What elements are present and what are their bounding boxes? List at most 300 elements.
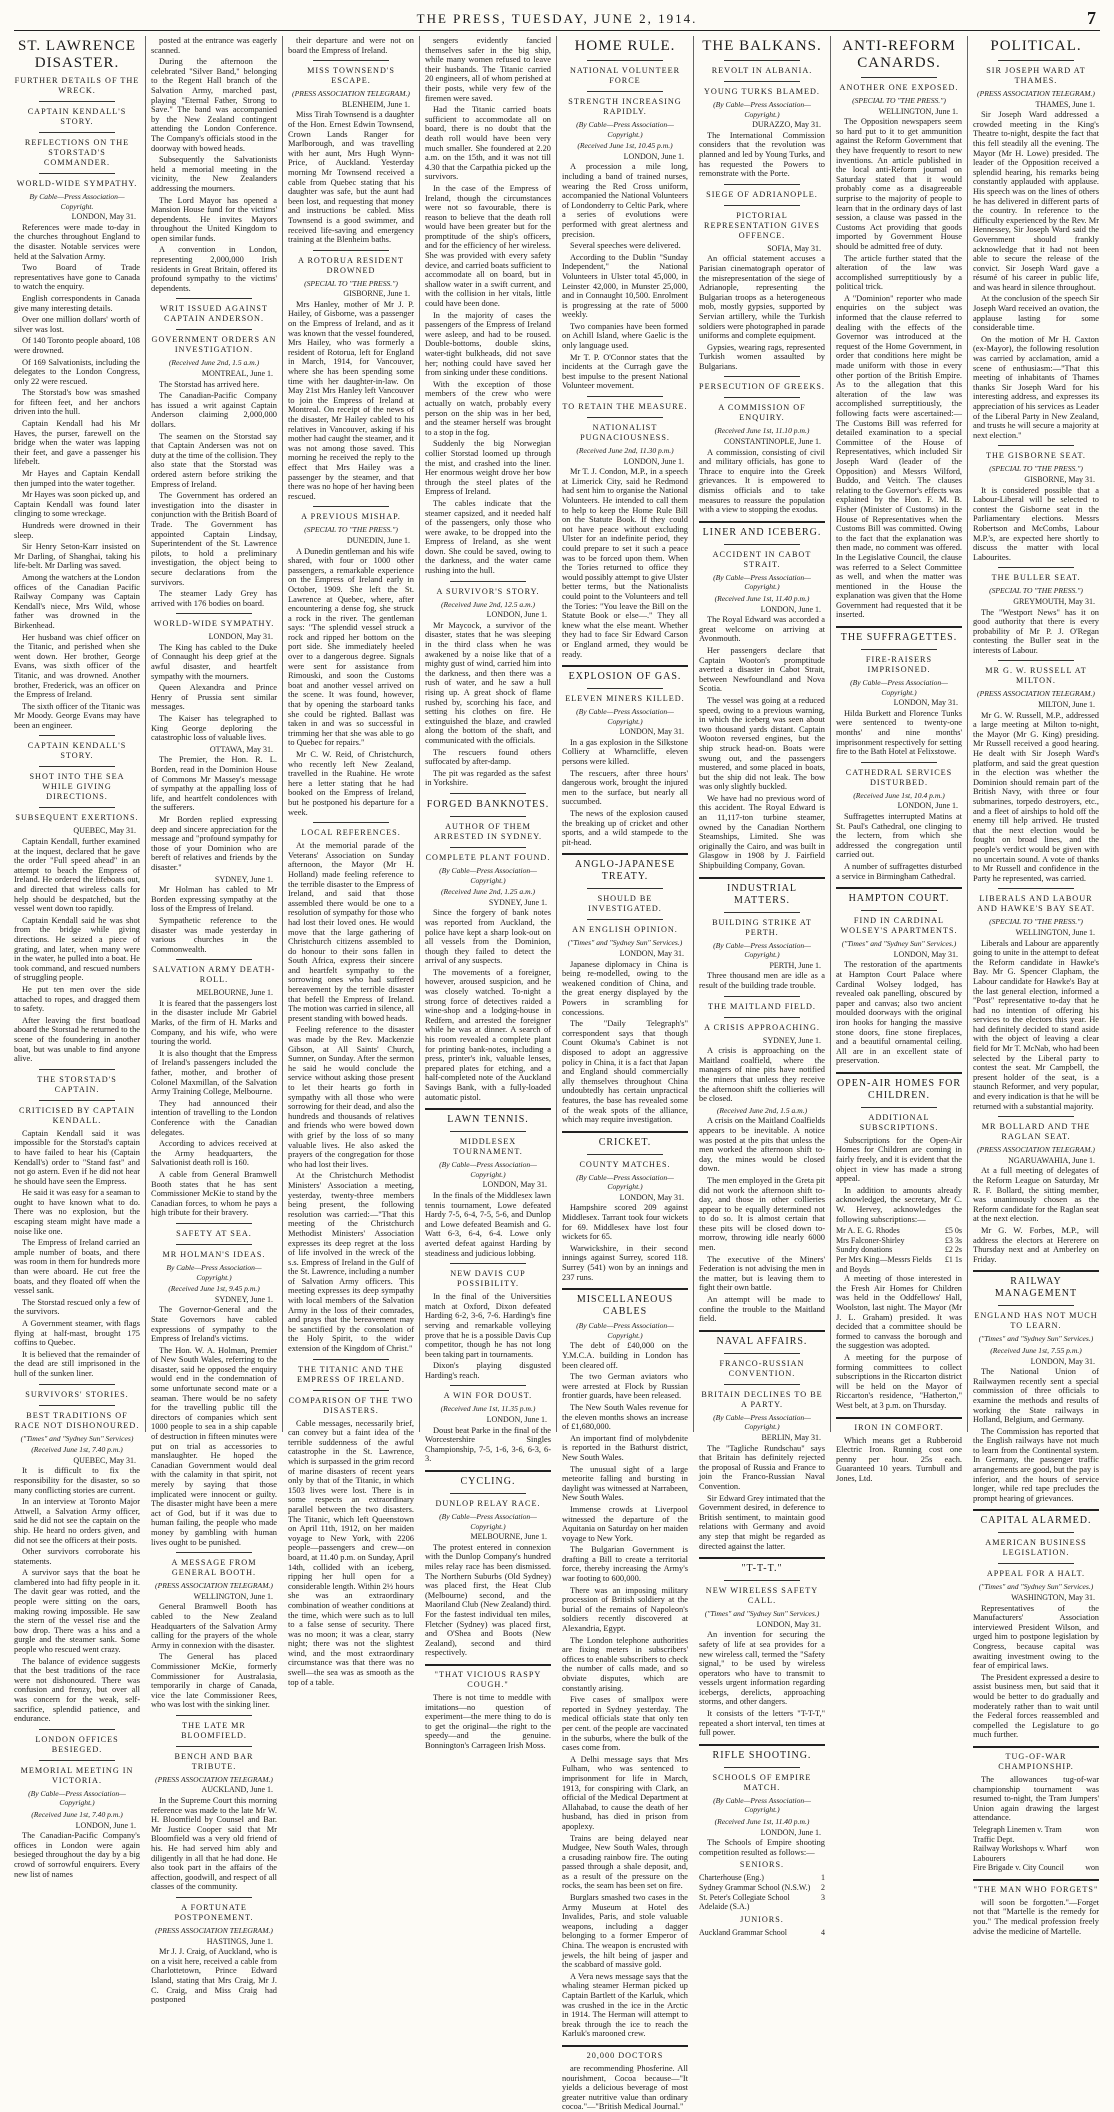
dateline: LONDON, June 1. — [75, 1820, 136, 1830]
subheading: NATIONALIST PUGNACIOUSNESS. — [580, 423, 670, 443]
short-rule — [861, 762, 937, 763]
short-rule — [39, 1729, 115, 1730]
paragraph: The "Tagliche Rundschau" says that Britain has definitely rejected the proposal of Russia and France to join the Franco-Russian Naval Convention. — [699, 1443, 825, 1491]
press-credit: (By Cable—Press Association—Copyright.) — [28, 1788, 126, 1808]
paragraph: Captain Kendall said it was impossible for the Storstad's captain to have failed to hear his (Captain Kendall's) order to "Stand fast" and not go astern. Even if he did not hear he should have seen the Empress. — [14, 1128, 140, 1186]
dateline: SYDNEY, June 1. — [762, 1035, 821, 1045]
press-credit: (By Cable—Press Association—Copyright.) — [576, 707, 674, 726]
short-rule — [39, 1384, 115, 1385]
paragraph: A number of suffragettes disturbed a service in Birmingham Cathedral. — [836, 861, 962, 881]
subheading: REVOLT IN ALBANIA. — [711, 66, 813, 75]
paragraph: The National Union of Railwaymen recently sent a special commission of three officials to examine the methods and results of working the State railways in Holland, Belgium, and Germany. — [973, 1367, 1099, 1425]
press-credit: (Received June 2nd, 1.25 a.m.) — [440, 887, 536, 897]
press-credit: (By Cable—Press Association—Copyright.) — [713, 1412, 811, 1432]
list-item-value: 3 — [821, 1892, 825, 1902]
paragraph: Hundreds were drowned in their sleep. — [14, 521, 140, 540]
dateline: LONDON, June 1. — [760, 1827, 821, 1837]
column-3 — [282, 36, 419, 1687]
section-heading: LINER AND ICEBERG. — [702, 526, 822, 538]
paragraph: The Government has ordered an investigation into the disaster in conjunction with the British Board of Trade. The Government has appointed Captain Lindsay, Superintendent of the St. Lawrence pilots, to hold a preliminary investigation, the object being to secure declarations from the survivors. — [151, 491, 277, 587]
dateline: LONDON, May 31. — [756, 1619, 821, 1629]
dateline: LONDON, May 31. — [1030, 1356, 1095, 1366]
subheading: ADDITIONAL SUBSCRIPTIONS. — [859, 1112, 939, 1132]
short-rule — [724, 376, 800, 377]
press-credit: (PRESS ASSOCIATION TELEGRAM.) — [292, 89, 410, 99]
dateline: SYDNEY, June 1. — [214, 874, 273, 884]
press-credit: (SPECIAL TO "THE PRESS.") — [989, 917, 1083, 927]
short-rule — [587, 417, 663, 418]
paragraph: The Lord Mayor has opened a Mansion House fund for the victims' dependents. He invites Mayors throughout the United Kingdom to open similar funds. — [151, 195, 277, 243]
short-rule — [39, 1100, 115, 1101]
paragraph: Subsequently the Salvationists held a memorial meeting in the vicinity, the New Zealanders addressing the mourners. — [151, 155, 277, 193]
subheading: WORLD-WIDE SYMPATHY. — [16, 179, 138, 188]
paragraph: In a gas explosion in the Silkstone Colliery at Wharncliffe, eleven persons were killed. — [562, 737, 688, 767]
short-rule — [587, 919, 663, 920]
section-heading: INDUSTRIAL MATTERS. — [727, 882, 797, 906]
list-item-label: Sundry donations — [836, 1245, 893, 1255]
dateline: LONDON, May 31. — [893, 698, 958, 708]
paragraph: The "Daily Telegraph's" correspondent says that though Count Okuma's Cabinet is not disposed to adopt an aggressive policy in China, it is a fact that Japan and England should commercially ally themselves throughout China undoubtedly has certain unpractical features, the base has revealed some of the weak spots of the alliance, which may require investigation. — [562, 1019, 688, 1125]
list-item-label: Auckland Grammar School — [699, 1927, 787, 1937]
paragraph: The Kaiser has telegraphed to King George deploring the catastrophic loss of valuable lives. — [151, 714, 277, 743]
press-credit: (By Cable—Press Association—Copyright.) — [713, 940, 811, 960]
section-heading: FORGED BANKNOTES. — [426, 798, 550, 810]
subheading: SAFETY AT SEA. — [176, 1228, 252, 1238]
subheading: ANOTHER ONE EXPOSED. — [839, 83, 959, 92]
headline: ST. LAWRENCE DISASTER. — [17, 38, 136, 71]
short-rule — [450, 793, 526, 794]
paragraph: The debt of £40,000 on the Y.M.C.A. building in London has been cleared off. — [562, 1341, 688, 1370]
paragraph: The movements of a foreigner, however, aroused suspicion, and he was closely watched. To-night a strong force of detectives raided a wine-shop and a lodging-house in Redfern, and arrested the foreigner while he was at dinner. A search of his room revealed a complete plant for printing bank-notes, including a press, printer's ink, valuable lenses, prepared plates for etching, and a half-completed note of the Auckland Savings Bank, with a fully-loaded automatic pistol. — [425, 967, 551, 1102]
list-item-label: Mr A. E. G. Rhodes — [836, 1226, 900, 1236]
section-heading: "T-T-T." — [741, 1563, 783, 1575]
short-rule — [861, 1107, 937, 1108]
press-credit: (By Cable—Press Association—Copyright.) — [850, 678, 948, 697]
paragraph: Sympathetic reference to the disaster was made yesterday in various churches in the Commonwealth. — [151, 915, 277, 954]
subheading: SUBSEQUENT EXERTIONS. — [15, 813, 139, 823]
dateline: AUCKLAND, June 1. — [201, 1785, 273, 1795]
short-rule — [39, 1069, 115, 1070]
dateline: PERTH, June 1. — [769, 960, 821, 970]
short-rule — [587, 60, 663, 61]
subheading: TO RETAIN THE MEASURE. — [562, 402, 688, 412]
paragraph: Japanese diplomacy in China is being re-modelled, owing to the weakened condition of China, and the great energy displayed by the Powers in scrambling for concessions. — [562, 959, 688, 1017]
paragraph: The Canadian-Pacific Company has issued a writ against Captain Anderson claiming 2,000,000 dollars. — [151, 391, 277, 429]
paragraph: In the final of the Universities match at Oxford, Dixon defeated Harding 6-2, 3-6, 7-6. Harding's fine serving and remarkable volleying prove that he is a possible Davis Cup competitor, though he has not long been taking part in tournaments. — [425, 1292, 551, 1359]
dateline: MILTON, June 1. — [1038, 700, 1095, 710]
dateline: QUEBEC, May 31. — [73, 826, 136, 836]
section-heading: RAILWAY MANAGEMENT — [994, 1276, 1078, 1300]
paragraph: Queen Alexandra and Prince Henry of Prussia sent similar messages. — [151, 683, 277, 712]
section-divider — [836, 1072, 962, 1074]
subheading: JUNIORS. — [740, 1914, 784, 1924]
dateline: CONSTANTINOPLE, June 1. — [723, 437, 821, 447]
paragraph: Sir Henry Seton-Karr insisted on Mr Darling, of Shanghai, taking his life-belt. Mr Darling was saved. — [14, 542, 140, 571]
subheading: SURVIVORS' STORIES. — [25, 1389, 129, 1399]
list-item-value: won — [1085, 1844, 1099, 1854]
press-credit: (SPECIAL TO "THE PRESS.") — [304, 278, 398, 288]
list-item — [973, 1863, 1099, 1873]
short-rule — [176, 1897, 252, 1898]
paragraph: Had the Titanic carried boats sufficient to accommodate all on board, there is no doubt that the death roll would have been very much smaller. She foundered at 2.20 a.m. on the 15th, and it was not till 4.30 that the Carpathia picked up the survivors. — [425, 105, 551, 182]
paragraph: The Royal Edward was accorded a great welcome on arriving at Avonmouth. — [699, 615, 825, 644]
paragraph: The executive of the Miners' Federation is not advising the men in the matter, but is leaving them to fight their own battle. — [699, 1254, 825, 1293]
paragraph: The rescuers found others suffocated by after-damp. — [425, 747, 551, 767]
short-rule — [313, 822, 389, 823]
subheading: WORLD-WIDE SYMPATHY. — [153, 619, 275, 629]
short-rule — [724, 912, 800, 913]
short-rule — [176, 613, 252, 614]
list-item-label: Fire Brigade v. City Council — [973, 1863, 1064, 1873]
paragraph: An attempt will be made to confine the trouble to the Maitland field. — [699, 1295, 825, 1324]
subheading: SALVATION ARMY DEATH-ROLL. — [152, 965, 276, 985]
paragraph: The news of the explosion caused the breaking up of cricket and other sports, and a wild stampede to the pit-head. — [562, 809, 688, 847]
press-credit: (PRESS ASSOCIATION TELEGRAM.) — [155, 1926, 273, 1935]
subheading: 20,000 DOCTORS — [586, 2050, 664, 2060]
list-item-label: Charterhouse (Eng.) — [699, 1873, 764, 1883]
paragraph: Sir Edward Grey intimated that the Government desired, in deference to British sentiment, to maintain good relations with Germany and avoid any step that might be regarded as directed against the latter. — [699, 1493, 825, 1551]
short-rule — [39, 132, 115, 133]
section-heading: CAPITAL ALARMED. — [980, 1515, 1092, 1527]
paragraph: Her husband was chief officer on the Titanic, and perished when she went down. Her brother, George Evans, was sixth officer of the Titanic, and was drowned. Another brother, Frederick, was an officer on the Empress of Ireland. — [14, 632, 140, 700]
paragraph: In an interview at Toronto Major Attwell, a Salvation Army officer, said he did not see the captain on the ship. He heard no orders given, and did not see the officers at their posts. — [14, 1497, 140, 1545]
press-credit: ("Times" and "Sydney Sun" Services.) — [978, 1334, 1094, 1344]
short-rule — [450, 1385, 526, 1386]
short-rule — [998, 1116, 1074, 1117]
short-rule — [176, 1715, 252, 1716]
short-rule — [861, 649, 937, 650]
paragraph: The Governor-General and the State Governors have cabled expressions of sympathy to the Empress of Ireland's victims. — [151, 1305, 277, 1344]
press-credit: (Received June 1st, 7.40 p.m.) — [31, 1445, 123, 1455]
paragraph: An important find of molybdenite is reported in the Bathurst district, New South Wales. — [562, 1433, 688, 1462]
paragraph: The men employed in the Greta pit did not work the afternoon shift to-day, and those in other collieries appear to be equally determined not to do so. It is almost certain that these pits will be closed down to-morrow, throwing idle nearly 6000 men. — [699, 1175, 825, 1253]
paragraph: The Storstad has arrived here. — [159, 379, 260, 389]
section-divider — [699, 1557, 825, 1559]
short-rule — [313, 1359, 389, 1360]
paragraph: At the conclusion of the speech Sir Joseph Ward received an ovation, the applause lasting for some considerable time. — [973, 294, 1099, 333]
page-number: 7 — [1087, 8, 1096, 28]
press-credit: (PRESS ASSOCIATION TELEGRAM.) — [977, 89, 1095, 98]
paragraph: The seamen on the Storstad say that Captain Andersen was not on duty at the time of the collision. They also state that the Storstad was ordered astern before striking the Empress of Ireland. — [151, 431, 277, 489]
paragraph: The two German aviators who were arrested at Flock by Russian frontier guards, have been released. — [562, 1372, 688, 1401]
subheading: SCHOOLS OF EMPIRE MATCH. — [712, 1772, 812, 1792]
subheading: A CRISIS APPROACHING. — [704, 1022, 820, 1032]
press-credit: (By Cable—Press Association—Copyright.) — [713, 100, 811, 119]
subheading: IRON IN COMFORT. — [854, 1422, 944, 1432]
dateline: MELBOURNE, June 1. — [470, 1532, 547, 1542]
paragraph: It is also thought that the Empress of Ireland's passengers included the father, mother, and brother of Colonel Maxmillan, of the Salvation Army Training College, Melbourne. — [151, 1048, 277, 1097]
subheading: NEW DAVIS CUP POSSIBILITY. — [450, 1269, 526, 1289]
short-rule — [861, 77, 937, 78]
short-rule — [176, 329, 252, 330]
dateline: LONDON, May 31. — [619, 727, 684, 737]
list-item — [973, 1844, 1099, 1863]
short-rule — [724, 205, 800, 206]
paragraph: The vessel was going at a reduced speed, owing to a previous warning, in which the iceberg was seen about two thousand yards distant. Captain Wooton reversed engines, but the ship struck head-on. Boats were swung out, and the passengers mustered, and some placed in boats, but the ship did not leak. The bow was only slightly buckled. — [699, 695, 825, 792]
paragraph: With the exception of those members of the crew who were actually on watch, probably every person on the ship was in her bed, and the steamer herself was brought to a stop in the fog. — [425, 379, 551, 437]
paragraph: A commission, consisting of civil and military officials, has gone to Thrace to enquire into the Greek grievances. It is empowered to dismiss officials and to take measures to reassure the population with a view to stopping the exodus. — [699, 447, 825, 515]
paragraph: Hampshire scored 209 against Middlesex. Tarrant took four wickets for 69. Middlesex have lost four wickets for 65. — [562, 1203, 688, 1242]
subheading: "THAT VICIOUS RASPY COUGH." — [434, 1669, 542, 1689]
paragraph: Representatives of the Manufacturers' Association interviewed President Wilson, and urged him to postpone legislation by Congress, because capital was awaiting investment owing to the fear of empirical laws. — [973, 1603, 1099, 1671]
paragraph: On the motion of Mr H. Caxton (ex-Mayor), the following resolution was carried by acclamation, amid a scene of enthusiasm:—"That this meeting of inhabitants of Thames thanks Sir Joseph Ward for his interesting address, and expresses its appreciation of his services as Leader of the Liberal Party in New Zealand, and trusts he will secure a majority at next election." — [973, 334, 1099, 440]
subheading: COMPLETE PLANT FOUND. — [425, 852, 551, 862]
short-rule — [861, 910, 937, 911]
press-credit: (Received June 1st, 7.40 p.m.) — [31, 1809, 123, 1819]
subheading: ENGLAND HAS NOT MUCH TO LEARN. — [974, 1311, 1098, 1331]
subheading: A WIN FOR DOUST. — [443, 1391, 533, 1401]
paragraph: Dixon's playing disgusted Harding's reach. — [425, 1361, 551, 1380]
paragraph: The Canadian-Pacific Company's offices in London were again besieged throughout the day by a big crowd of sorrowful enquirers. Every new list of names — [14, 1831, 140, 1879]
paragraph: A Government steamer, with flags flying at half-mast, brought 175 coffins to Quebec. — [14, 1319, 140, 1348]
short-rule — [450, 581, 526, 582]
dateline: GISBORNE, May 31. — [1024, 474, 1095, 484]
paragraph: The President expressed a desire to assist business men, but said that it would be better to do gradually and moderately rather than to wait until the Federal forces reassembled and compelled the Legislature to go much further. — [973, 1672, 1099, 1740]
short-rule — [998, 1532, 1074, 1533]
press-credit: (Received June 1st, 11.40 p.m.) — [714, 594, 810, 603]
paragraph: It is difficult to fix the responsibility for the disaster, so so many conflicting stories are current. — [14, 1466, 140, 1495]
headline: THE BALKANS. — [702, 38, 822, 54]
paragraph: During the afternoon the celebrated "Silver Band," belonging to the Regent Hall branch of the Salvation Army, marched past, playing "Eternal Father, Strong to Save." The band was accompanied by the New Zealand contingent attending the London Conference. The Company's officials stood in the doorway with bowed heads. — [151, 57, 277, 153]
paragraph: Captain Kendall had his Mr Haves, the purser, farewell on the bridge when the water was lapping their feet, and gave a passenger his lifebelt. — [14, 419, 140, 467]
subheading: ELEVEN MINERS KILLED. — [565, 694, 685, 704]
subheading: NATIONAL VOLUNTEER FORCE — [569, 66, 681, 85]
paragraph: The pit was regarded as the safest in Yorkshire. — [425, 768, 551, 788]
press-credit: (SPECIAL TO "THE PRESS.") — [989, 586, 1083, 596]
short-rule — [724, 1384, 800, 1385]
section-divider — [425, 1470, 551, 1472]
list-item-value: 4 — [821, 1927, 825, 1937]
dateline: LONDON, May 31. — [482, 1180, 547, 1190]
dateline: LONDON, May 31. — [619, 949, 684, 958]
dateline: WELLINGTON, June 1. — [1015, 927, 1095, 937]
subheading: CAPTAIN KENDALL'S STORY. — [27, 741, 127, 761]
section-heading: CYCLING. — [460, 1476, 516, 1488]
paragraph: Warwickshire, in their second innings against Surrey, scored 118. Surrey (541) won by an innings and 237 runs. — [562, 1243, 688, 1282]
paragraph: The Storstad rescued only a few of the survivors. — [14, 1297, 140, 1317]
short-rule — [450, 1131, 526, 1132]
short-rule — [587, 1154, 663, 1155]
paragraph: Mr Borden replied expressing deep and sincere appreciation for the message and "profound sympathy for those of your Dominion who are bereft of relatives and friends by the disaster." — [151, 814, 277, 872]
paragraph: Her passengers declare that Captain Wooton's promptitude averted a disaster in Cabot Strait, between Newfoundland and Nova Scotia. — [699, 645, 825, 694]
paragraph: Captain Kendall, further examined at the inquest, declared that he gave the order "Full speed ahead" in an attempt to beach the Empress of Ireland. He ordered the lifeboats out, and directed that wireless calls for help should be despatched, but the vessel went down too rapidly. — [14, 837, 140, 914]
press-credit: (By Cable—Press Association—Copyright.) — [713, 1795, 811, 1815]
dateline: NGARUAWAHIA, June 1. — [1008, 1155, 1095, 1165]
paragraph: Mr Maycock, a survivor of the disaster, states that he was sleeping in the third class when he was awakened by a noise like that of a mighty gust of wind, carried him into the darkness, and then there was a rush of water, and he saw a hull rising up. A great shock of flame rushed by, scorching his face, and setting his clothes on fire. He extinguished the blaze, and crawled along the bottom of the shaft, and communicated with the officials. — [425, 620, 551, 745]
list-item — [699, 1883, 825, 1893]
list-item — [699, 1873, 825, 1883]
paragraph: There was an imposing military procession of British soldiery at the burial of the remains of Napoleon's soldiers recently discovered at Alexandria, Egypt. — [562, 1585, 688, 1634]
section-divider — [699, 1744, 825, 1746]
paragraph: It is believed that the remainder of the dead are still imprisoned in the hull of the sunken liner. — [14, 1349, 140, 1378]
subheading: THE TITANIC AND THE EMPRESS OF IRELAND. — [297, 1364, 405, 1384]
short-rule — [176, 1244, 252, 1245]
section-heading: NAVAL AFFAIRS. — [716, 1335, 808, 1347]
dateline: SYDNEY, June 1. — [214, 1294, 273, 1304]
paragraph: General Bramwell Booth has cabled to the New Zealand Headquarters of the Salvation Army calling for the prayers of the whole Army in connexion with the disaster. — [151, 1602, 277, 1650]
paragraph: The Premier, the Hon. R. L. Borden, read in the Dominion House of Commons Mr Massey's message of sympathy at the appalling loss of life, and heartfelt condolences with the sufferers. — [151, 755, 277, 813]
dateline: LONDON, June 1. — [486, 1415, 547, 1425]
paragraph: Trains are being delayed near Mudgee, New South Wales, through a crusading rainbow fire. The outing passed through a shale deposit, and, as a result of the pressure on the rocks, the seam has been set on fire. — [562, 1833, 688, 1891]
paragraph: The allowances tug-of-war championship tournament was resumed to-night, the Tram Jumpers' Union again drawing the largest attendance. — [973, 1774, 1099, 1823]
subheading: THE MAITLAND FIELD. — [708, 1001, 816, 1011]
paragraph: The Commission has reported that the English railways have not much to learn from the Continental system. In Germany, the passenger traffic arrangements are good, but the pay is inferior, and the hours of service longer, while red tape precludes the prompt hearing of grievances. — [973, 1426, 1099, 1503]
subheading: COMPARISON OF THE TWO DISASTERS. — [288, 1395, 414, 1415]
section-heading: ANGLO-JAPANESE TREATY. — [574, 859, 676, 883]
paragraph: Over one million dollars' worth of silver was lost. — [14, 315, 140, 334]
paragraph: The King has cabled to the Duke of Connaught his deep grief at the awful disaster, and heartfelt sympathy with the mourners. — [151, 642, 277, 681]
list-item-value: £5 0s — [944, 1226, 962, 1236]
result-list — [836, 1226, 962, 1274]
paragraph: A "Dominion" reporter who made enquiries on the subject was informed that the clause referred to dealing with the effects of the Governor was introduced at the request of the Home Government, in order that conditions here might be made uniform with those in every other portion of the British Empire. As to the allegation that this alteration of the law was accomplished surreptitiously, the following facts were ascertained:—The Customs Bill was referred for detailed examination to a special Committee of the House of Representatives, which included Sir Joseph Ward (leader of the Opposition) and Messrs Wilford, Buddo, and Veitch. The clauses relating to the Governor's effects was explained by the Hon. F. M. B. Fisher (Minister of Customs) in the House of Representatives when the Customs Bill was committed. Owing to the fact that the explanation was then made, no comment was offered. In the Legislative Council, the clause was referred to a Select Committee as well, and when the matter was mentioned in the House the explanation was given that the Home Government had requested that it be inserted. — [836, 293, 962, 620]
column-2 — [145, 36, 282, 2005]
short-rule — [450, 1263, 526, 1264]
subheading: AN ENGLISH OPINION. — [572, 925, 678, 935]
paragraph: Mr G. W. Forbes, M.P., will address the electors at Hererere on Thursday next and at Amberley on Friday. — [973, 1225, 1099, 1264]
paragraph: In the majority of cases the passengers of the Empress of Ireland were asleep, and had to be roused. Double-bottoms, double skins, water-tight bulkheads, did not save her; nothing could have saved her from sinking under these conditions. — [425, 310, 551, 378]
section-divider — [562, 1131, 688, 1133]
paragraph: They had announced their intention of travelling to the London Conference with the Canadian delegates. — [151, 1098, 277, 1137]
short-rule — [724, 184, 800, 185]
section-divider — [836, 626, 962, 628]
result-list — [699, 1928, 825, 1938]
paragraph: A Delhi message says that Mrs Fulham, who was sentenced to imprisonment for life in March, 1913, for conspiring with Clark, an official of the Medical Department at Allahabad, to cause the death of her husband, has died in prison from apoplexy. — [562, 1754, 688, 1831]
paragraph: are recommending Phosferine. All nourishment, Cocoa because—"It yields a delicious beverage of most greater nutritive value than ordinary cocoa."—"British Medical Journal." — [562, 2063, 688, 2112]
subheading: FIND IN CARDINAL WOLSEY'S APARTMENTS. — [840, 916, 958, 936]
paragraph: their departure and were not on board the Empress of Ireland. — [288, 36, 414, 55]
paragraph: Mr Hayes was soon picked up, and Captain Kendall was found later clinging to some wreckage. — [14, 490, 140, 519]
paragraph: There is not time to meddle with imitations—no question of experiment—the mere thing to do is to get the original—the right to the speedy—and the genuine. Bonnington's Carrageen Irish Moss. — [425, 1692, 551, 1750]
press-credit: ("Times" and "Sydney Sun" Services.) — [567, 938, 683, 948]
subheading: DUNLOP RELAY RACE. — [435, 1499, 541, 1509]
subheading: A COMMISSION OF ENQUIRY. — [718, 403, 806, 423]
subheading: STRENGTH INCREASING RAPIDLY. — [568, 97, 682, 116]
dateline: SOFIA, May 31. — [767, 243, 821, 253]
subheading: BEST TRADITIONS OF RACE NOT DISHONOURED. — [14, 1410, 140, 1430]
dateline: WASHINGTON, May 31. — [1011, 1593, 1095, 1603]
dateline: LONDON, June 1. — [760, 604, 821, 614]
subheading: BUILDING STRIKE AT PERTH. — [712, 917, 812, 937]
list-item — [836, 1226, 962, 1236]
subheading: TUG-OF-WAR CHAMPIONSHIP. — [998, 1751, 1074, 1771]
short-rule — [450, 847, 526, 848]
paragraph: According to advices received at the Army headquarters, the Salvationist death roll is 160. — [151, 1139, 277, 1168]
subheading: A FORTUNATE POSTPONEMENT. — [174, 1903, 254, 1922]
subheading: MISS TOWNSEND'S ESCAPE. — [307, 66, 395, 86]
short-rule — [176, 1223, 252, 1224]
press-credit: (PRESS ASSOCIATION TELEGRAM.) — [977, 689, 1095, 699]
subheading: A SURVIVOR'S STORY. — [436, 586, 540, 596]
paragraph: We have had no previous word of this accident. The Royal Edward is an 11,117-ton turbine steamer, owned by the Canadian Northern Steamships, Limited. She was originally the Cairo, and was built in Glasgow in 1908 by J. Fairfield Shipbuilding Company, Govan. — [699, 793, 825, 871]
paragraph: The Schools of Empire shooting competition resulted as follows:— — [699, 1838, 825, 1857]
paragraph: Doust beat Parke in the final of the Worcestershire Singles Championship, 7-5, 1-6, 3-6, 6-3, 6-3. — [425, 1425, 551, 1464]
short-rule — [587, 888, 663, 889]
section-heading: CRICKET. — [598, 1136, 652, 1148]
paragraph: Several speeches were delivered. — [570, 241, 681, 251]
column-7 — [830, 36, 967, 1483]
dateline: LONDON, May 31. — [208, 632, 273, 642]
paragraph: A meeting of those interested in the Fresh Air Homes for Children was held in the Oddfellows' Hall, Woolston, last night. The Mayor (Mr J. L. Graham) presided. It was decided that a committee should be formed to canvass the borough and the suggestion was adopted. — [836, 1274, 962, 1351]
subheading: SIR JOSEPH WARD AT THAMES. — [986, 66, 1086, 85]
press-credit: (By Cable—Press Association—Copyright.) — [439, 865, 537, 885]
paragraph: Suddenly the big Norwegian collier Storstad loomed up through the mist, and crashed into the liner. Her enormous weight drove her bow through the steel plates of the Empress of Ireland. — [425, 439, 551, 497]
list-item-value: £1 1s — [944, 1255, 962, 1264]
subheading: SENIORS. — [739, 1860, 785, 1870]
paragraph: The sixth officer of the Titanic was Mr Moody. George Evans may have been an engineer. — [14, 701, 140, 730]
paragraph: The Hon. W. A. Holman, Premier of New South Wales, referring to the disaster, said he opposed the enquiry would end in the condemnation of some unfortunate second mate or a seaman. There would be no safety for the travelling public till the directors of companies which sent 1000 people to sea in a ship capable of destruction in fifteen minutes were put on trial as accessories to manslaughter. He hoped the Canadian Government would deal with the calamity in that spirit, not merely by saying that those implicated were innocent or guilty. The disaster might have been a mere act of God, but if it was due to human failing, the people who made money by gambling with human lives ought to be punished. — [151, 1345, 277, 1547]
dateline: WELLINGTON, June 1. — [193, 1591, 273, 1601]
paragraph: He said it was easy for a seaman to ought to have known what to do. There was no explosion, but the escaping steam might have made a noise like one. — [14, 1188, 140, 1236]
short-rule — [724, 996, 800, 997]
paragraph: An invention for securing the safety of life at sea provides for a new wireless call, termed the "Safety signal," to be used by wireless operators who have to transmit to vessels urgent information regarding icebergs, derelicts, approaching storms, and other dangers. — [699, 1630, 825, 1707]
subheading: LOCAL REFERENCES. — [301, 828, 401, 838]
paragraph: Of 169 Salvationists, including the delegates to the London Congress, only 22 were rescued. — [14, 357, 140, 386]
paragraph: sengers evidently fancied themselves safer in the big ship, while many women refused to leave their husbands. The Titanic carried 20 engineers, all of whom perished at their posts, while very few of the firemen were saved. — [425, 36, 551, 103]
paragraph: Two Board of Trade representatives have gone to Canada to watch the enquiry. — [14, 263, 140, 292]
dateline: WELLINGTON, June 1. — [878, 106, 958, 116]
list-item-value: won — [1085, 1863, 1099, 1873]
press-credit: (Received June 2nd, 1.5 a.m.) — [716, 1105, 808, 1115]
subheading: GOVERNMENT ORDERS AN INVESTIGATION. — [151, 335, 277, 355]
list-item-label: Railway Workshops v. Wharf Labourers — [973, 1844, 1068, 1863]
short-rule — [998, 60, 1074, 61]
dateline: LONDON, May 31. — [619, 1192, 684, 1202]
masthead-title: THE PRESS, TUESDAY, JUNE 2, 1914. — [416, 11, 698, 26]
list-item-value: 2 — [821, 1883, 825, 1892]
dateline: MELBOURNE, June 1. — [196, 988, 273, 998]
paragraph: posted at the entrance was eagerly scanned. — [151, 36, 277, 55]
list-item-label: Telegraph Linemen v. Tram Traffic Dept. — [973, 1824, 1062, 1844]
press-credit: (SPECIAL TO "THE PRESS.") — [852, 96, 946, 105]
paragraph: Miss Tirah Townsend is a daughter of the Hon. Ernest Edwin Townsend, Crown Lands Ranger for Marlborough, and was travelling with her aunt, Mrs Hugh Wynn-Price, of Auckland. Yesterday morning Mr Townsend received a cable from Quebec stating that his daughter was safe, but the aunt had been lost, and requesting that money and instructions be cabled. Miss Townsend is a good swimmer, and received life-saving and emergency training at the Blenheim baths. — [288, 110, 414, 245]
section-heading: LAWN TENNIS. — [447, 1114, 529, 1126]
list-item — [699, 1928, 825, 1938]
section-heading: HAMPTON COURT. — [848, 893, 950, 905]
list-item-label: Mrs Falconer-Shirley — [836, 1235, 905, 1245]
dateline: SYDNEY, June 1. — [488, 897, 547, 907]
subheading: PICTORIAL REPRESENTATION GIVES OFFENCE. — [703, 210, 820, 240]
press-credit: (SPECIAL TO "THE PRESS.") — [989, 464, 1083, 474]
short-rule — [998, 1563, 1074, 1564]
section-divider — [973, 1509, 1099, 1511]
subheading: SHOULD BE INVESTIGATED. — [588, 894, 662, 914]
subheading: FURTHER DETAILS OF THE WRECK. — [14, 76, 140, 95]
press-credit: (PRESS ASSOCIATION TELEGRAM.) — [155, 1774, 273, 1784]
press-credit: (By Cable—Press Association—Copyright.) — [576, 1321, 674, 1340]
paragraph: The balance of evidence suggests that the best traditions of the race were not dishonoured. There was confusion and frenzy, but over all was concern for the weak, self-sacrifice, splendid patience, and endurance. — [14, 1656, 140, 1724]
subheading: MIDDLESEX TOURNAMENT. — [453, 1137, 523, 1157]
paragraph: The protest entered in connexion with the Dunlop Company's hundred miles relay race has been dismissed. The Northern Suburbs (Old Sydney) was placed first, the Heat Club (Melbourne) second, and the Maoriland Club (New Zealand) third. For the fastest individual ten miles, Fletcher (Sydney) was placed first, and O'Shea and Boots (New Zealand), second and third respectively. — [425, 1542, 551, 1658]
paragraph: Three thousand men are idle as a result of the building trade trouble. — [699, 971, 825, 990]
result-list — [973, 1825, 1099, 1873]
column-6 — [693, 36, 830, 1937]
press-credit: (Received June 2nd, 11.30 p.m.) — [576, 446, 674, 456]
subheading: THE LATE MR BLOOMFIELD. — [181, 1720, 247, 1740]
press-credit: (By Cable—Press Association—Copyright.) — [439, 1512, 537, 1531]
paragraph: The steamer Lady Grey has arrived with 176 bodies on board. — [151, 589, 277, 608]
paragraph: The "Westport News" has it on good authority that there is every probability of Mr P. J. O'Regan contesting the Buller seat in the interests of Labour. — [973, 607, 1099, 655]
section-divider — [973, 1879, 1099, 1881]
press-credit: (Received June 1st, 7.55 p.m.) — [990, 1345, 1082, 1355]
dateline: LONDON, June 1. — [486, 610, 547, 620]
subheading: SHOT INTO THE SEA WHILE GIVING DIRECTIONS. — [29, 772, 125, 802]
paragraph: An official statement accuses a Parisian cinematograph operator of the misrepresentation of the siege of Adrianople, representing the Bulgarian troops as a heterogeneous mob, mostly gypsies, supported by Servian artillery, while the Turkish soldiers were photographed in parade uniforms and complete equipment. — [699, 254, 825, 341]
subheading: APPEAL FOR A HALT. — [986, 1569, 1086, 1579]
short-rule — [313, 250, 389, 251]
paragraph: In the Supreme Court this morning reference was made to the late Mr W. H. Bloomfield by Counsel and Bar. Mr Justice Cooper said that Mr Bloomfield was a very old friend of his. He had served him ably and diligently in all that he had done. He also took part in the affairs of the affection, goodwill, and respect of all classes of the community. — [151, 1796, 277, 1892]
paragraph: A cable from General Bramwell Booth states that he has sent Commissioner McKie to stand by the Canadian forces, to whom he pays a high tribute for their bravery. — [151, 1169, 277, 1218]
press-credit: (Received June 1st, 9.45 p.m.) — [168, 1284, 260, 1294]
